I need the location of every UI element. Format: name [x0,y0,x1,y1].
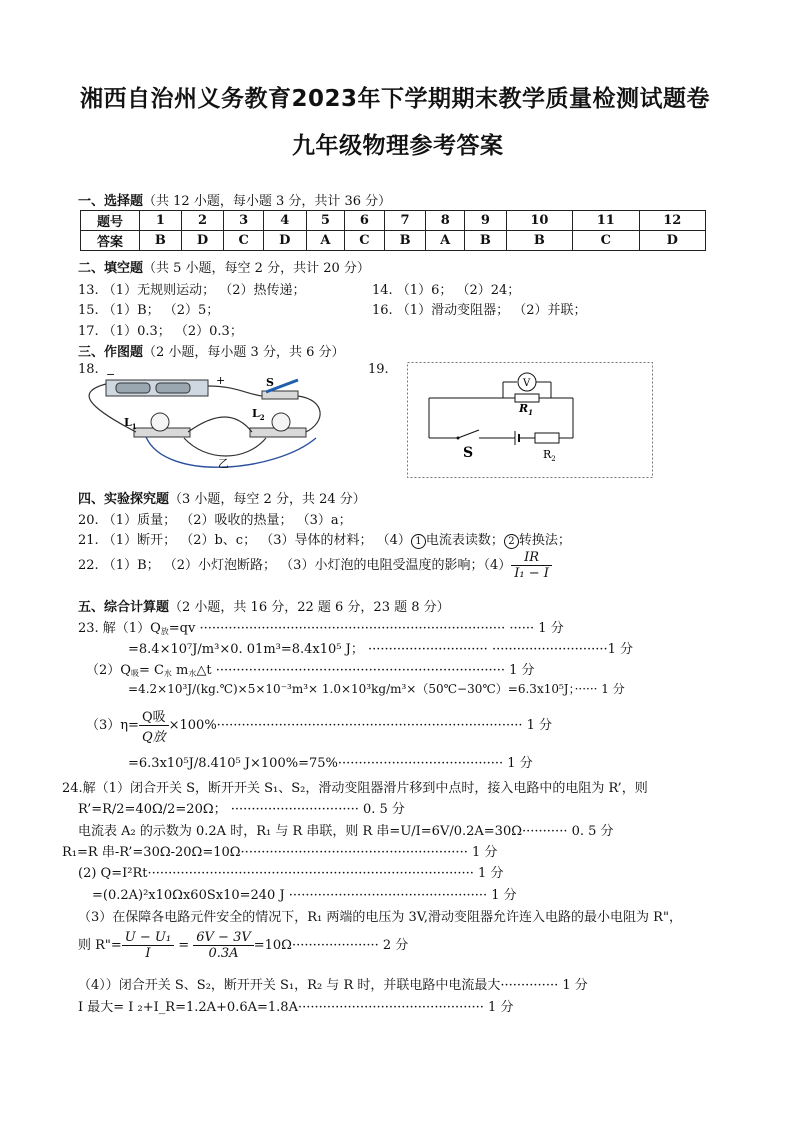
circuit-diagram-19 [407,362,653,478]
battery-plus-label: + [216,374,226,387]
answer-table [80,210,706,251]
efficiency-fraction: $\frac{\text{Q吸}}{\text{Q放}}$ [139,706,169,745]
lamp-2-label: $L_2$ [252,407,265,422]
page-subtitle: 九年级物理参考答案 [292,133,504,159]
calc-24-line-5: (2) Q=I²Rt··············································································· 1 分 [78,866,504,881]
r2-label: $R_2$ [543,448,556,463]
table-cell: 7 [384,211,426,231]
calc-24-line-3: 电流表 A₂ 的示数为 0.2A 时，R₁ 与 R 串联，则 R 串=U/I=6V/0.2A=30Ω··········· 0. 5 分 [78,824,614,839]
table-cell: C [345,231,385,251]
table-cell: B [465,231,507,251]
calc-23-line-2: =8.4×10⁷J/m³×0. 01m³=8.4x10⁵ J； ····························· ····························1 分 [128,642,634,657]
table-row [81,211,706,231]
calc-24-line-10: I 最大= I ₂+I_R=1.2A+0.6A=1.8A············································· 1 分 [78,1000,514,1015]
switch-label: S [463,445,474,461]
table-cell: 12 [639,211,706,231]
table-cell: D [263,231,306,251]
r1-label: $R_1$ [519,402,534,417]
section-calculation-heading: 五、综合计算题（2 小题，共 16 分，22 题 6 分，23 题 8 分） [78,600,450,615]
calc-23-line-4: =4.2×10³J/(kg.℃)×5×10⁻³m³× 1.0×10³kg/m³×（50℃−30℃）=6.3x10⁵J；······ 1 分 [128,682,625,696]
table-cell: A [306,231,345,251]
answer-22-fraction: $\frac{IR}{\text{I₁ − I}}$ [511,550,552,581]
table-header-cell: 题号 [81,211,140,231]
table-cell: 10 [506,211,572,231]
table-cell: C [573,231,639,251]
table-header-cell: 答案 [81,231,140,251]
table-cell: 9 [465,211,507,231]
table-cell: 4 [263,211,306,231]
section-choice-heading: 一、选择题（共 12 小题，每小题 3 分，共计 36 分） [78,194,392,209]
table-cell: 11 [573,211,639,231]
lamp-1-label: $L_1$ [124,416,137,431]
answer-20: 20. （1）质量； （2）吸收的热量； （3）a； [78,513,352,528]
answer-21: 21. （1）断开； （2）b、c； （3）导体的材料； （4） 1 电流表读数； 2 转换法； [78,533,571,548]
table-cell: B [140,231,182,251]
wiring-diagram-18 [76,372,336,472]
question-19-number: 19. [368,362,389,377]
battery-minus-label: − [106,372,116,381]
page-title: 湘西自治州义务教育2023年下学期期末教学质量检测试题卷 [80,86,711,112]
table-cell: C [224,231,264,251]
calc-24-line-1: 24.解（1）闭合开关 S，断开开关 S₁、S₂，滑动变阻器滑片移到中点时，接入电路中的电阻为 R’，则 [62,781,648,796]
table-cell: 8 [426,211,465,231]
section-fill-heading: 二、填空题（共 5 小题，每空 2 分，共计 20 分） [78,261,370,276]
resistance-fraction-1: $\frac{\text{U − U₁}}{I}$ [122,930,174,961]
table-cell: D [639,231,706,251]
section-drawing-heading: 三、作图题（2 小题，每小题 3 分，共 6 分） [78,345,345,360]
table-cell: 2 [181,211,224,231]
calc-24-line-6: =(0.2A)²x10Ωx60Sx10=240 J ················································ 1 分 [92,888,517,903]
table-row [81,231,706,251]
section-experiment-heading: 四、实验探究题（3 小题，每空 2 分，共 24 分） [78,492,366,507]
table-cell: B [506,231,572,251]
switch-label: S [266,376,274,389]
table-cell: 6 [345,211,385,231]
answer-16: 16. （1）滑动变阻器； （2）并联； [372,303,587,318]
calc-24-line-4: R₁=R 串-R’=30Ω-20Ω=10Ω······················································· 1 分 [62,845,498,860]
answer-14: 14. （1）6； （2）24； [372,283,521,298]
answer-17: 17. （1）0.3； （2）0.3； [78,324,243,339]
answer-15: 15. （1）B； （2）5； [78,303,220,318]
table-cell: A [426,231,465,251]
voltmeter-label: V [523,378,531,389]
table-cell: D [181,231,224,251]
figure-mark: 乙 [218,457,229,470]
question-18-number: 18. [78,362,99,377]
calc-24-line-9: （4））闭合开关 S、S₂，断开开关 S₁，R₂ 与 R 时，并联电路中电流最大·············· 1 分 [78,978,588,993]
calc-23-line-3: $(2)Q_吸= C_水$ $m_水\triangle t$ ······································································ 1 分 [86,663,535,678]
table-cell: B [384,231,426,251]
answer-13: 13. （1）无规则运动； （2）热传递； [78,283,306,298]
table-cell: 1 [140,211,182,231]
calc-24-line-7: （3）在保障各电路元件安全的情况下，R₁ 两端的电压为 3V,滑动变阻器允许连入电路的最小电阻为 R"， [78,910,682,925]
table-cell: 5 [306,211,345,231]
calc-24-line-2: R’=R/2=40Ω/2=20Ω； ······························· 0. 5 分 [78,802,405,817]
calc-23-line-1: 23. 解$(1)Q_放=qv$ ·········································································· ······ 1 分 [78,621,564,636]
table-cell: 3 [224,211,264,231]
resistance-fraction-2: $\frac{6V - 3V}{0.3A}$ [193,930,253,961]
answer-22: 22. （1）B； （2）小灯泡断路； （3）小灯泡的电阻受温度的影响；（4） $\frac{IR}{\text{I₁ − I}}$ [78,550,552,581]
calc-23-line-6: =6.3x10⁵J/8.410⁵ J×100%=75%········································ 1 分 [128,756,533,771]
calc-23-line-5: （3）η= $\frac{\text{Q吸}}{\text{Q放}}$ ×100%·········································································· 1 分 [86,706,552,745]
calc-24-line-8: 则 R"= $\frac{\text{U − U₁}}{I}$ = $\frac{6V - 3V}{0.3A}$ =10Ω····················· 2 分 [78,930,409,961]
